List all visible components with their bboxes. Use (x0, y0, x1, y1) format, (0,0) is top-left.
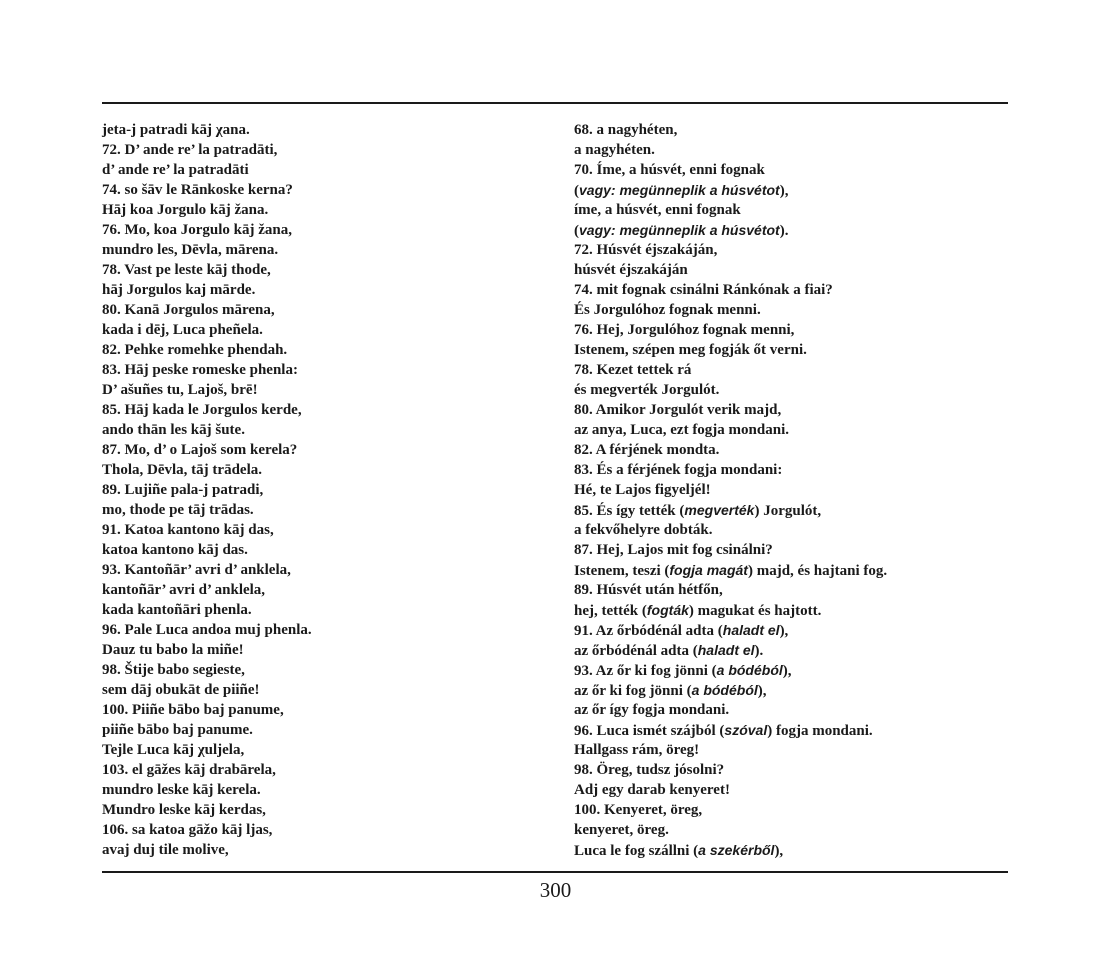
hungarian-translation-column (574, 120, 1008, 860)
translation-line (574, 320, 1008, 340)
text-line: mo, thode pe tāj trādas. (102, 502, 254, 518)
italic-gloss: vagy: megünneplik a húsvétot (579, 182, 780, 198)
text-line: piiñe bābo baj panume. (102, 722, 253, 738)
translation-line (574, 120, 1008, 140)
line-segment: ), (757, 683, 767, 699)
line-segment: 85. És így tették ( (574, 503, 685, 519)
text-line: 93. Kantoñār’ avri d’ anklela, (102, 562, 291, 578)
translation-line (574, 220, 1008, 240)
line-segment: 93. Az őr ki fog jönni ( (574, 663, 717, 679)
translation-line (574, 640, 1008, 660)
translation-line (574, 580, 1008, 600)
translation-line (574, 240, 1008, 260)
line-segment: 98. Öreg, tudsz jósolni? (574, 762, 725, 778)
translation-line (574, 760, 1008, 780)
text-line: 87. Mo, d’ o Lajoš som kerela? (102, 442, 298, 458)
text-line: sem dāj obukāt de piiñe! (102, 682, 260, 698)
translation-line (574, 780, 1008, 800)
line-segment: 91. Az őrbódénál adta ( (574, 623, 723, 639)
line-segment: a nagyhéten. (574, 142, 655, 158)
translation-line (574, 480, 1008, 500)
italic-gloss: haladt el (697, 642, 755, 658)
line-segment: kenyeret, öreg. (574, 822, 669, 838)
text-line: 98. Štije babo segieste, (102, 662, 245, 678)
translation-line (574, 680, 1008, 700)
text-line: 89. Lujiñe pala-j patradi, (102, 482, 264, 498)
translation-line (574, 720, 1008, 740)
italic-gloss: a bódéból (716, 662, 783, 678)
line-segment: a fekvőhelyre dobták. (574, 522, 713, 538)
line-segment: Hallgass rám, öreg! (574, 742, 700, 758)
text-line: jeta-j patradi kāj χana. (102, 122, 250, 138)
italic-gloss: szóval (724, 722, 768, 738)
text-line: 78. Vast pe leste kāj thode, (102, 262, 271, 278)
line-segment: ) Jorgulót, (754, 503, 822, 519)
text-line: 85. Hāj kada le Jorgulos kerde, (102, 402, 302, 418)
text-line: 72. D’ ande re’ la patradāti, (102, 142, 278, 158)
line-segment: húsvét éjszakáján (574, 262, 688, 278)
text-line: 91. Katoa kantono kāj das, (102, 522, 274, 538)
text-line: Hāj koa Jorgulo kāj žana. (102, 202, 269, 218)
translation-line (574, 820, 1008, 840)
text-line: d’ ande re’ la patradāti (102, 162, 249, 178)
top-rule (102, 102, 1008, 104)
translation-line (574, 360, 1008, 380)
line-segment: És Jorgulóhoz fognak menni. (574, 302, 761, 318)
line-segment: ), (782, 663, 792, 679)
italic-gloss: fogja magát (669, 562, 748, 578)
translation-line (574, 140, 1008, 160)
line-segment: 76. Hej, Jorgulóhoz fognak menni, (574, 322, 795, 338)
line-segment: íme, a húsvét, enni fognak (574, 202, 741, 218)
translation-line (574, 620, 1008, 640)
line-segment: Istenem, teszi ( (574, 563, 670, 579)
line-segment: ), (774, 843, 784, 859)
translation-line (574, 840, 1008, 860)
line-segment: hej, tették ( (574, 603, 647, 619)
line-segment: 70. Íme, a húsvét, enni fognak (574, 162, 765, 178)
line-segment: Luca le fog szállni ( (574, 843, 699, 859)
line-segment: ) fogja mondani. (767, 723, 873, 739)
text-line: avaj duj tile molive, (102, 842, 229, 858)
translation-line (574, 800, 1008, 820)
translation-line (574, 440, 1008, 460)
text-line: kantoñār’ avri d’ anklela, (102, 582, 266, 598)
line-segment: az őrbódénál adta ( (574, 643, 698, 659)
translation-line (574, 180, 1008, 200)
translation-line (574, 200, 1008, 220)
text-line: 83. Hāj peske romeske phenla: (102, 362, 298, 378)
text-line: 80. Kanā Jorgulos mārena, (102, 302, 275, 318)
text-line: 103. el gāžes kāj drabārela, (102, 762, 276, 778)
italic-gloss: haladt el (722, 622, 780, 638)
translation-line (574, 500, 1008, 520)
text-line: mundro leske kāj kerela. (102, 782, 261, 798)
line-segment: az őr így fogja mondani. (574, 702, 730, 718)
translation-line (574, 600, 1008, 620)
text-line: 76. Mo, koa Jorgulo kāj žana, (102, 222, 293, 238)
line-segment: 96. Luca ismét szájból ( (574, 723, 725, 739)
text-line: kada i dēj, Luca pheñela. (102, 322, 263, 338)
line-segment: Adj egy darab kenyeret! (574, 782, 730, 798)
text-line: kada kantoñāri phenla. (102, 602, 252, 618)
italic-gloss: fogták (646, 602, 689, 618)
translation-line (574, 740, 1008, 760)
translation-line (574, 560, 1008, 580)
translation-line (574, 400, 1008, 420)
line-segment: ( (574, 183, 579, 199)
line-segment: és megverték Jorgulót. (574, 382, 720, 398)
text-line: hāj Jorgulos kaj mārde. (102, 282, 256, 298)
text-line: 100. Piiñe bābo baj panume, (102, 702, 284, 718)
text-line: mundro les, Dēvla, mārena. (102, 242, 279, 258)
line-segment: ). (779, 223, 789, 239)
translation-line (574, 420, 1008, 440)
line-segment: ) magukat és hajtott. (688, 603, 822, 619)
translation-line (574, 460, 1008, 480)
text-line: 82. Pehke romehke phendah. (102, 342, 288, 358)
page-number: 300 (539, 878, 572, 902)
italic-gloss: a szekérből (698, 842, 775, 858)
line-segment: 80. Amikor Jorgulót verik majd, (574, 402, 782, 418)
text-line: 74. so šāv le Rānkoske kerna? (102, 182, 293, 198)
line-segment: 83. És a férjének fogja mondani: (574, 462, 783, 478)
line-segment: ). (754, 643, 764, 659)
line-segment: ( (574, 223, 579, 239)
text-line: katoa kantono kāj das. (102, 542, 248, 558)
translation-line (574, 260, 1008, 280)
line-segment: ), (779, 623, 789, 639)
line-segment: 87. Hej, Lajos mit fog csinálni? (574, 542, 773, 558)
line-segment: Istenem, szépen meg fogják őt verni. (574, 342, 807, 358)
text-line: ando thān les kāj šute. (102, 422, 245, 438)
line-segment: az őr ki fog jönni ( (574, 683, 692, 699)
line-segment: 78. Kezet tettek rá (574, 362, 692, 378)
italic-gloss: megverték (684, 502, 755, 518)
text-line: Mundro leske kāj kerdas, (102, 802, 266, 818)
text-line: Tejle Luca kāj χuljela, (102, 742, 245, 758)
translation-line (574, 520, 1008, 540)
line-segment: ), (779, 183, 789, 199)
line-segment: Hé, te Lajos figyeljél! (574, 482, 711, 498)
translation-line (574, 700, 1008, 720)
translation-line (574, 300, 1008, 320)
translation-line (574, 660, 1008, 680)
line-segment: 82. A férjének mondta. (574, 442, 720, 458)
text-line: 96. Pale Luca andoa muj phenla. (102, 622, 312, 638)
translation-line (574, 160, 1008, 180)
translation-line (574, 280, 1008, 300)
text-line: 106. sa katoa gāžo kāj ljas, (102, 822, 273, 838)
text-line: Dauz tu babo la miñe! (102, 642, 244, 658)
bottom-rule (102, 871, 1008, 873)
line-segment: 72. Húsvét éjszakáján, (574, 242, 718, 258)
line-segment: 68. a nagyhéten, (574, 122, 678, 138)
translation-line (574, 380, 1008, 400)
line-segment: 89. Húsvét után hétfőn, (574, 582, 723, 598)
translation-line (574, 540, 1008, 560)
italic-gloss: a bódéból (691, 682, 758, 698)
line-segment: ) majd, és hajtani fog. (747, 563, 888, 579)
text-line: Thola, Dēvla, tāj trādela. (102, 462, 262, 478)
romani-text-column (102, 120, 552, 860)
line-segment: 100. Kenyeret, öreg, (574, 802, 703, 818)
line-segment: 74. mit fognak csinálni Ránkónak a fiai? (574, 282, 833, 298)
line-segment: az anya, Luca, ezt fogja mondani. (574, 422, 789, 438)
italic-gloss: vagy: megünneplik a húsvétot (579, 222, 780, 238)
text-line: D’ ašuñes tu, Lajoš, brē! (102, 382, 258, 398)
translation-line (574, 340, 1008, 360)
